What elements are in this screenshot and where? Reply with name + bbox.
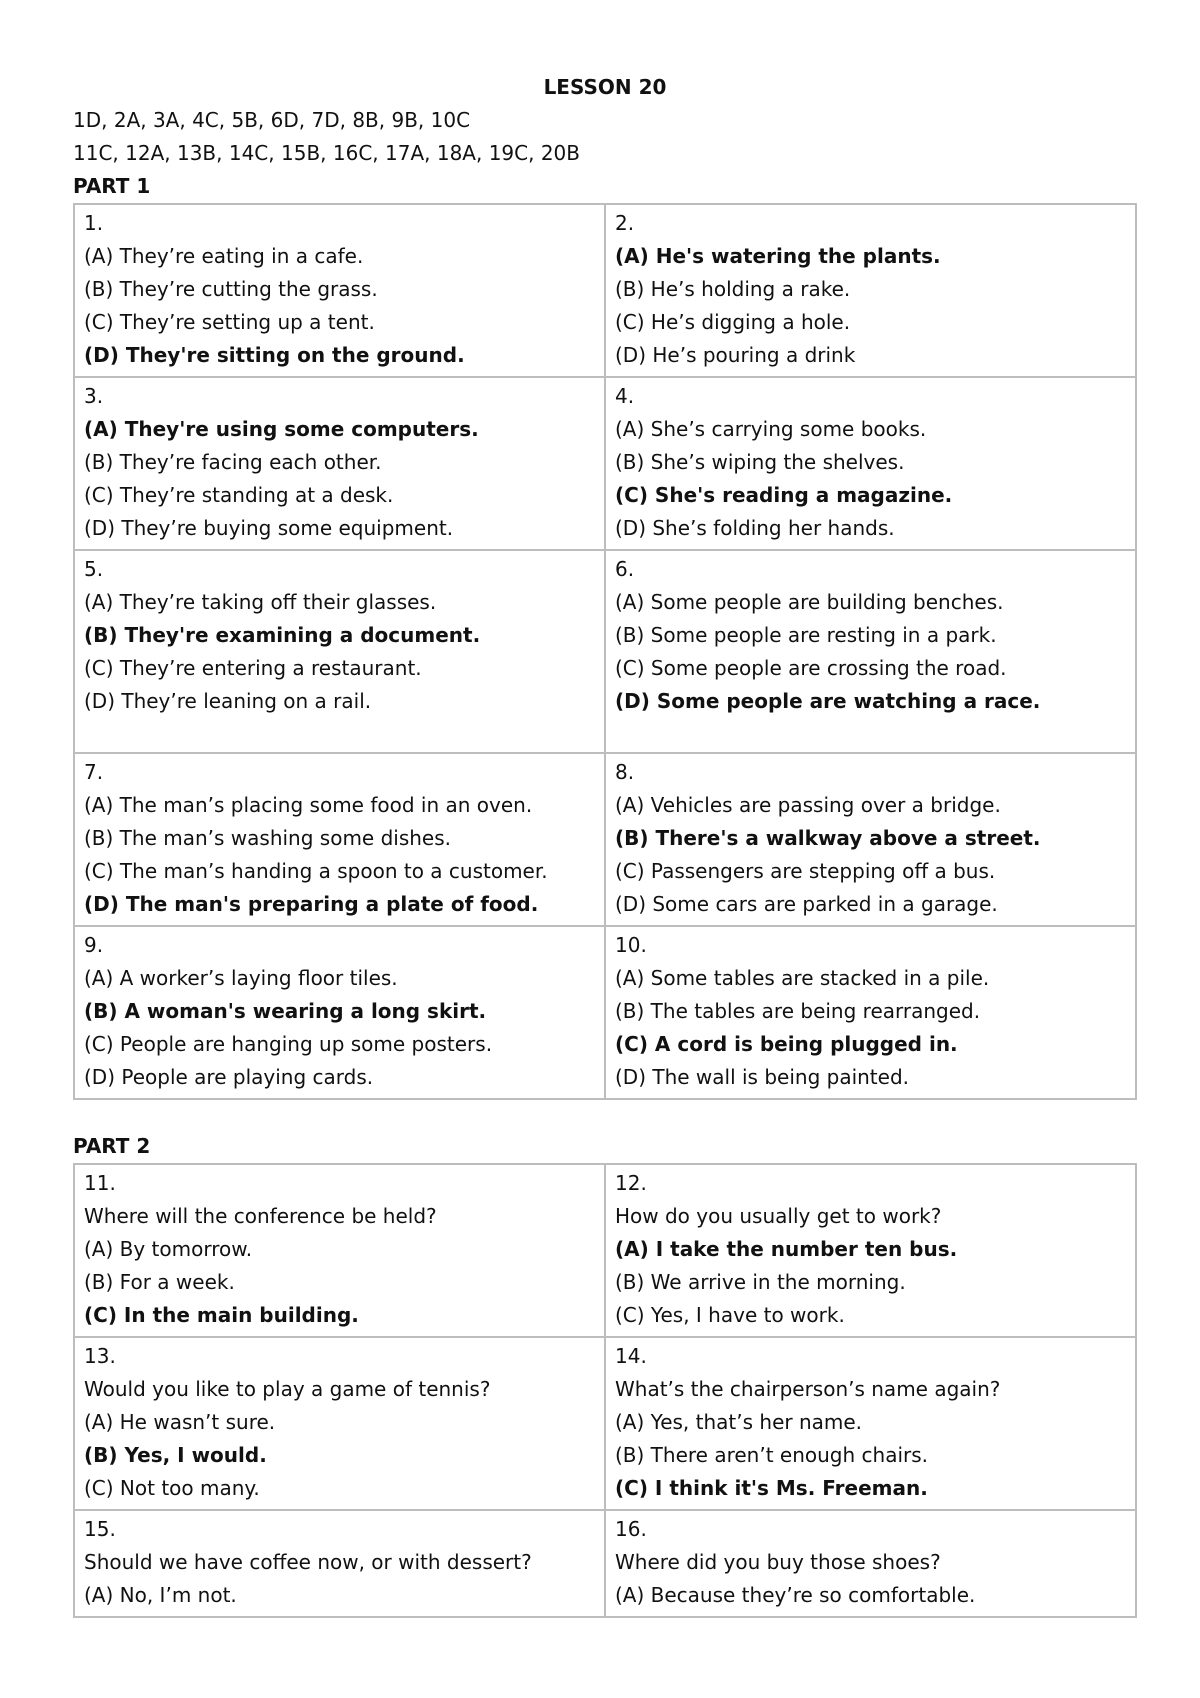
answer-option: (C) They’re entering a restaurant. [84,656,422,680]
question-number: 2. [615,211,635,235]
question-cell [74,377,605,550]
lesson-title: LESSON 20 [543,75,667,99]
correct-answer-option: (C) She's reading a magazine. [615,483,953,507]
question-cell [605,377,1136,550]
answer-option: (C) They’re standing at a desk. [84,483,394,507]
answer-option: (A) They’re taking off their glasses. [84,590,437,614]
question-cell [605,926,1136,1099]
answer-option: Where did you buy those shoes? [615,1550,941,1574]
answer-option: (A) A worker’s laying floor tiles. [84,966,398,990]
table-row [74,1164,1136,1337]
answer-option: (A) By tomorrow. [84,1237,253,1261]
answer-option: (D) They’re buying some equipment. [84,516,454,540]
correct-answer-option: (A) I take the number ten bus. [615,1237,958,1261]
answer-option: (A) Yes, that’s her name. [615,1410,863,1434]
question-number: 10. [615,933,647,957]
answer-option: Should we have coffee now, or with dessert? [84,1550,532,1574]
part1-table [73,203,1137,1100]
question-number: 12. [615,1171,647,1195]
answer-option: Would you like to play a game of tennis? [84,1377,491,1401]
answer-option: (C) Passengers are stepping off a bus. [615,859,996,883]
question-cell [605,1510,1136,1617]
answer-option: (D) They’re leaning on a rail. [84,689,372,713]
answer-option: (B) She’s wiping the shelves. [615,450,905,474]
question-number: 5. [84,557,104,581]
answer-option: (C) He’s digging a hole. [615,310,851,334]
answer-option: (A) No, I’m not. [84,1583,237,1607]
question-cell [74,1337,605,1510]
correct-answer-option: (B) There's a walkway above a street. [615,826,1041,850]
question-cell [74,204,605,377]
table-row [74,550,1136,753]
answer-option: (A) They’re eating in a cafe. [84,244,364,268]
correct-answer-option: (A) He's watering the plants. [615,244,941,268]
part1-heading: PART 1 [73,174,151,198]
correct-answer-option: (D) Some people are watching a race. [615,689,1041,713]
answer-option: (B) They’re facing each other. [84,450,382,474]
answer-option: (B) There aren’t enough chairs. [615,1443,929,1467]
table-row [74,204,1136,377]
answer-option: (C) People are hanging up some posters. [84,1032,493,1056]
question-number: 4. [615,384,635,408]
question-number: 6. [615,557,635,581]
question-cell [605,204,1136,377]
answer-option: (A) He wasn’t sure. [84,1410,276,1434]
question-number: 14. [615,1344,647,1368]
question-number: 3. [84,384,104,408]
question-number: 15. [84,1517,116,1541]
correct-answer-option: (C) I think it's Ms. Freeman. [615,1476,928,1500]
answer-option: (B) He’s holding a rake. [615,277,851,301]
correct-answer-option: (C) A cord is being plugged in. [615,1032,958,1056]
answer-option: (A) Because they’re so comfortable. [615,1583,976,1607]
answer-option: (A) The man’s placing some food in an oven. [84,793,533,817]
answer-option: (B) The man’s washing some dishes. [84,826,452,850]
answer-option: (C) Yes, I have to work. [615,1303,845,1327]
part2-heading: PART 2 [73,1134,151,1158]
correct-answer-option: (D) The man's preparing a plate of food. [84,892,539,916]
question-number: 11. [84,1171,116,1195]
answer-option: How do you usually get to work? [615,1204,942,1228]
answer-option: (D) The wall is being painted. [615,1065,910,1089]
question-cell [74,1510,605,1617]
answer-option: (D) Some cars are parked in a garage. [615,892,998,916]
answer-option: (C) The man’s handing a spoon to a customer. [84,859,548,883]
question-cell [74,550,605,753]
answer-option: (B) They’re cutting the grass. [84,277,378,301]
table-row [74,926,1136,1099]
answer-key-line-2: 11C, 12A, 13B, 14C, 15B, 16C, 17A, 18A, 19C, 20B [73,141,580,165]
answer-option: What’s the chairperson’s name again? [615,1377,1001,1401]
answer-option: (D) People are playing cards. [84,1065,374,1089]
correct-answer-option: (A) They're using some computers. [84,417,479,441]
answer-option: (A) Some tables are stacked in a pile. [615,966,990,990]
answer-option: (B) For a week. [84,1270,235,1294]
question-cell [605,550,1136,753]
question-number: 8. [615,760,635,784]
table-row [74,1337,1136,1510]
question-number: 7. [84,760,104,784]
part2-table [73,1163,1137,1618]
answer-option: (B) The tables are being rearranged. [615,999,981,1023]
question-number: 16. [615,1517,647,1541]
answer-option: (A) Vehicles are passing over a bridge. [615,793,1001,817]
answer-option: (C) Some people are crossing the road. [615,656,1007,680]
question-number: 13. [84,1344,116,1368]
correct-answer-option: (B) A woman's wearing a long skirt. [84,999,487,1023]
document-page [73,70,1137,1618]
answer-option: (C) They’re setting up a tent. [84,310,375,334]
question-cell [74,1164,605,1337]
question-cell [605,1164,1136,1337]
table-row [74,753,1136,926]
answer-option: (D) She’s folding her hands. [615,516,895,540]
question-cell [74,753,605,926]
answer-option: (A) Some people are building benches. [615,590,1004,614]
question-cell [605,753,1136,926]
table-row [74,1510,1136,1617]
correct-answer-option: (B) They're examining a document. [84,623,481,647]
table-row [74,377,1136,550]
question-number: 1. [84,211,104,235]
question-cell [74,926,605,1099]
correct-answer-option: (B) Yes, I would. [84,1443,267,1467]
question-number: 9. [84,933,104,957]
answer-option: (D) He’s pouring a drink [615,343,856,367]
answer-option: (B) We arrive in the morning. [615,1270,906,1294]
correct-answer-option: (D) They're sitting on the ground. [84,343,465,367]
answer-option: (C) Not too many. [84,1476,260,1500]
answer-option: (A) She’s carrying some books. [615,417,927,441]
answer-option: Where will the conference be held? [84,1204,437,1228]
answer-option: (B) Some people are resting in a park. [615,623,997,647]
answer-key-line-1: 1D, 2A, 3A, 4C, 5B, 6D, 7D, 8B, 9B, 10C [73,108,471,132]
correct-answer-option: (C) In the main building. [84,1303,359,1327]
question-cell [605,1337,1136,1510]
